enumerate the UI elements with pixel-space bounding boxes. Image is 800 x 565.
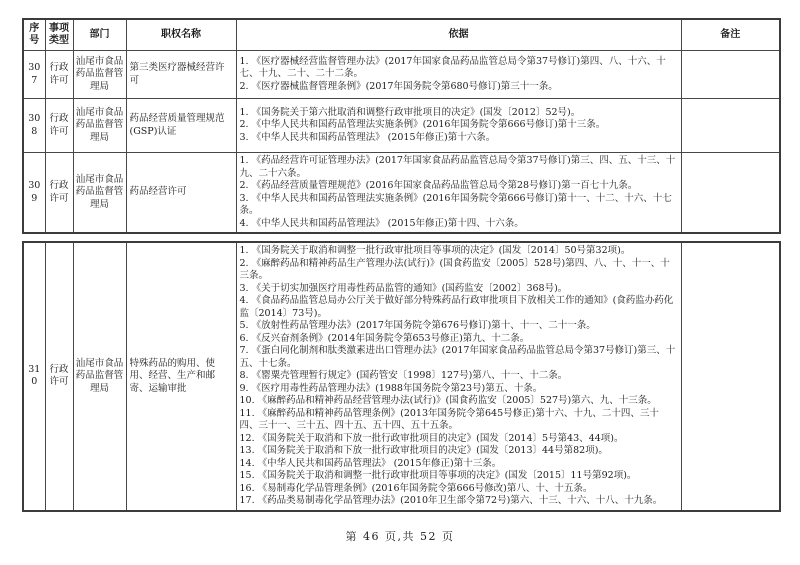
- basis-item: 3. 《关于切实加强医疗用毒性药品监管的通知》(国药监安〔2002〕368号)。: [239, 282, 568, 294]
- basis-item: 4. 《食品药品监管总局办公厅关于做好部分特殊药品行政审批项目下放相关工作的通知》(食药监办药化监〔2014〕73号)。: [239, 295, 674, 319]
- basis-item: 16. 《易制毒化学品管理条例》(2016年国务院令第666号修改)第八、十、十五条。: [239, 482, 593, 494]
- basis-item: 9. 《医疗用毒性药品管理办法》(1988年国务院令第23号)第五、十条。: [239, 382, 543, 394]
- basis-item: 2. 《麻醉药品和精神药品生产管理办法(试行)》(国食药监安〔2005〕528号)第四、八、十、十一、十三条。: [239, 257, 670, 281]
- row-department: 汕尾市食品药品监督管理局: [73, 242, 126, 511]
- items-table-continued: [22, 241, 781, 512]
- row-remark: [681, 153, 780, 234]
- basis-item: 10. 《麻醉药品和精神药品经营管理办法(试行)》(国食药监安〔2005〕527号)第六、九、十三条。: [239, 395, 657, 406]
- table-row: [23, 51, 780, 99]
- table-row: [23, 242, 780, 511]
- col-header-authority-name: 职权名称: [126, 19, 236, 51]
- basis-item: 2. 《医疗器械监督管理条例》(2017年国务院令第680号修订)第三十一条。: [239, 80, 558, 92]
- row-legal-basis: [236, 153, 681, 234]
- basis-item: 17. 《药品类易制毒化学品管理办法》(2010年卫生部令第72号)第六、十三、十六、十八、十九条。: [239, 495, 663, 506]
- basis-item: 1. 《医疗器械经营监督管理办法》(2017年国家食品药品监管总局令第37号修订)第四、八、十六、十七、十九、二十、二十二条。: [239, 55, 666, 80]
- row-authority-name: 药品经营许可: [126, 153, 236, 234]
- row-serial-number: 309: [23, 153, 45, 234]
- items-table-main: [22, 18, 781, 234]
- row-department: 汕尾市食品药品监督管理局: [73, 51, 126, 99]
- row-serial-number: 307: [23, 51, 45, 99]
- items-table-container: [22, 18, 779, 512]
- row-serial-number: 310: [23, 242, 45, 511]
- row-remark: [681, 99, 780, 153]
- basis-item: 1. 《药品经营许可证管理办法》(2017年国家食品药品监管总局令第37号修订)第三、四、五、十三、十九、二十六条。: [239, 155, 676, 179]
- row-legal-basis: [236, 51, 681, 99]
- row-item-type: 行政许可: [45, 51, 73, 99]
- basis-item: 11. 《麻醉药品和精神药品管理条例》(2013年国务院令第645号修正)第十六、十九、二十四、三十四、三十一、三十五、四十五、五十四、五十五条。: [239, 407, 659, 431]
- basis-item: 2. 《中华人民共和国药品管理法实施条例》(2016年国务院令第666号修订)第十三条。: [239, 119, 606, 131]
- basis-item: 3. 《中华人民共和国药品管理法》 (2015年修正)第十六条。: [239, 131, 496, 143]
- row-item-type: 行政许可: [45, 99, 73, 153]
- row-department: 汕尾市食品药品监督管理局: [73, 153, 126, 234]
- row-authority-name: 药品经营质量管理规范(GSP)认证: [126, 99, 236, 153]
- row-remark: [681, 51, 780, 99]
- basis-item: 2. 《药品经营质量管理规范》(2016年国家食品药品监管总局令第28号修订)第一百七十九条。: [239, 180, 638, 191]
- basis-item: 8. 《罂粟壳管理暂行规定》(国药管安〔1998〕127号)第八、十一、十二条。: [239, 370, 568, 381]
- row-item-type: 行政许可: [45, 242, 73, 511]
- basis-item: 7. 《蛋白同化制剂和肽类激素进出口管理办法》(2017年国家食品药品监管总局令第37号修订)第三、十五、十七条。: [239, 345, 676, 369]
- row-legal-basis: [236, 242, 681, 511]
- basis-item: 5. 《放射性药品管理办法》(2017年国务院令第676号修订)第十、十一、二十一条。: [239, 320, 596, 331]
- col-header-legal-basis: 依据: [236, 19, 681, 51]
- basis-item: 12. 《国务院关于取消和下放一批行政审批项目的决定》(国发〔2014〕5号第43、44项)。: [239, 432, 624, 444]
- basis-item: 4. 《中华人民共和国药品管理法》 (2015年修正)第十四、十六条。: [239, 217, 524, 229]
- col-header-remark: 备注: [681, 19, 780, 51]
- table-row: [23, 99, 780, 153]
- row-authority-name: 第三类医疗器械经营许可: [126, 51, 236, 99]
- basis-item: 14. 《中华人民共和国药品管理法》 (2015年修正)第十三条。: [239, 457, 502, 469]
- col-header-serial: 序号: [23, 19, 45, 51]
- row-item-type: 行政许可: [45, 153, 73, 234]
- basis-item: 6. 《反兴奋剂条例》(2014年国务院令第653号修正)第九、十二条。: [239, 332, 530, 344]
- basis-item: 13. 《国务院关于取消和下放一批行政审批项目的决定》(国发〔2013〕44号第82项)。: [239, 445, 608, 456]
- page-footer: 第 46 页,共 52 页: [345, 530, 455, 543]
- basis-item: 1. 《国务院关于取消和调整一批行政审批项目等事项的决定》(国发〔2014〕50号第32项)。: [239, 245, 631, 256]
- basis-item: 1. 《国务院关于第六批取消和调整行政审批项目的决定》(国发〔2012〕52号)。: [239, 106, 581, 118]
- row-department: 汕尾市食品药品监督管理局: [73, 99, 126, 153]
- table-header-row: [23, 19, 780, 51]
- table-row: [23, 153, 780, 234]
- row-authority-name: 特殊药品的购用、使用、经营、生产和邮寄、运输审批: [126, 242, 236, 511]
- basis-item: 15. 《国务院关于取消和调整一批行政审批项目等事项的决定》(国发〔2015〕11号第92项)。: [239, 470, 637, 481]
- col-header-department: 部门: [73, 19, 126, 51]
- basis-item: 3. 《中华人民共和国药品管理法实施条例》(2016年国务院令第666号修订)第十一、十二、十六、十七条。: [239, 192, 672, 216]
- row-remark: [681, 242, 780, 511]
- row-serial-number: 308: [23, 99, 45, 153]
- col-header-item-type: 事项类型: [45, 19, 73, 51]
- row-legal-basis: [236, 99, 681, 153]
